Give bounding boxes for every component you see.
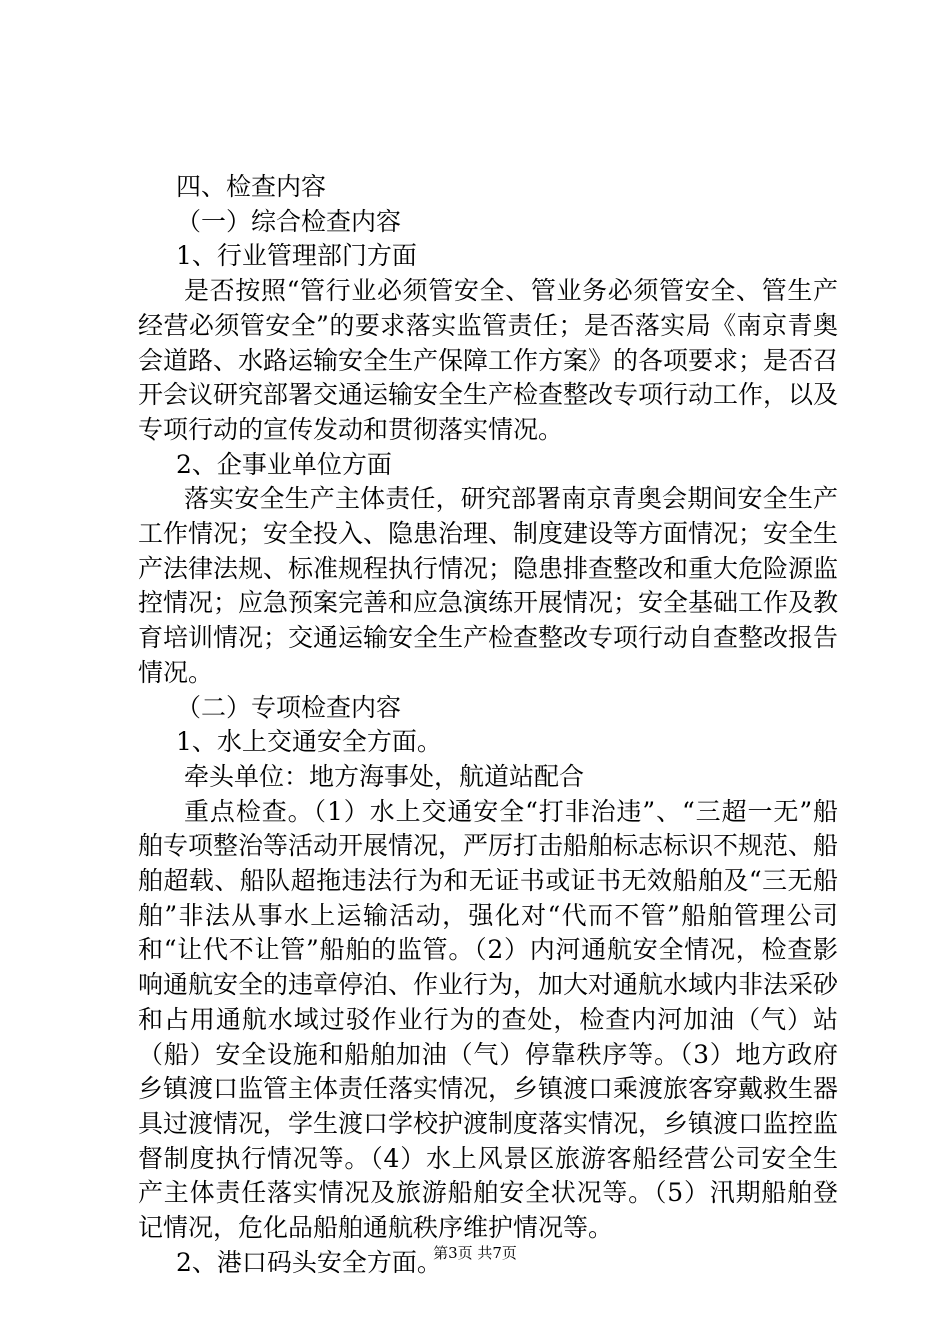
body-paragraph: 重点检查。（1）水上交通安全“打非治违”、“三超一无”船舶专项整治等活动开展情况，严厉打击船舶标志标识不规范、船舶超载、船队超拖违法行为和无证书或证书无效船舶及“三无船舶”非法从事水上运输活动，强化对“代而不管”船舶管理公司和“让代不让管”船舶的监管。（2）内河通航安全情况，检查影响通航安全的违章停泊、作业行为，加大对通航水域内非法采砂和占用通航水域过驳作业行为的查处，检查内河加油（气）站（船）安全设施和船舶加油（气）停靠秩序等。（3）地方政府乡镇渡口监管主体责任落实情况，乡镇渡口乘渡旅客穿戴救生器具过渡情况，学生渡口学校护渡制度落实情况，乡镇渡口监控监督制度执行情况等。（4）水上风景区旅游客船经营公司安全生产主体责任落实情况及旅游船舶安全状况等。（5）汛期船舶登记情况，危化品船舶通航秩序维护情况等。 [138,796,839,1243]
section-heading: 四、检查内容 [176,172,327,201]
item-heading: 1、水上交通安全方面。 [176,727,442,757]
document-body [138,170,838,1281]
item-heading: 2、港口码头安全方面。 [176,1247,442,1277]
body-paragraph: 落实安全生产主体责任，研究部署南京青奥会期间安全生产工作情况；安全投入、隐患治理、制度建设等方面情况；安全生产法律法规、标准规程执行情况；隐患排查整改和重大危险源监控情况；应急预案完善和应急演练开展情况；安全基础工作及教育培训情况；交通运输安全生产检查整改专项行动自查整改报告情况。 [138,484,839,687]
body-paragraph: 牵头单位：地方海事处，航道站配合 [184,761,585,791]
body-paragraph: 是否按照“管行业必须管安全、管业务必须管安全、管生产经营必须管安全”的要求落实监管责任；是否落实局《南京青奥会道路、水路运输安全生产保障工作方案》的各项要求；是否召开会议研究部署交通运输安全生产检查整改专项行动工作，以及专项行动的宣传发动和贯彻落实情况。 [138,276,839,444]
page-number: 第3页 共7页 [433,1244,517,1262]
item-heading: 1、行业管理部门方面 [176,241,417,271]
subsection-heading: （一）综合检查内容 [176,206,402,236]
item-heading: 2、企事业单位方面 [176,449,392,479]
subsection-heading: （二）专项检查内容 [176,692,402,722]
